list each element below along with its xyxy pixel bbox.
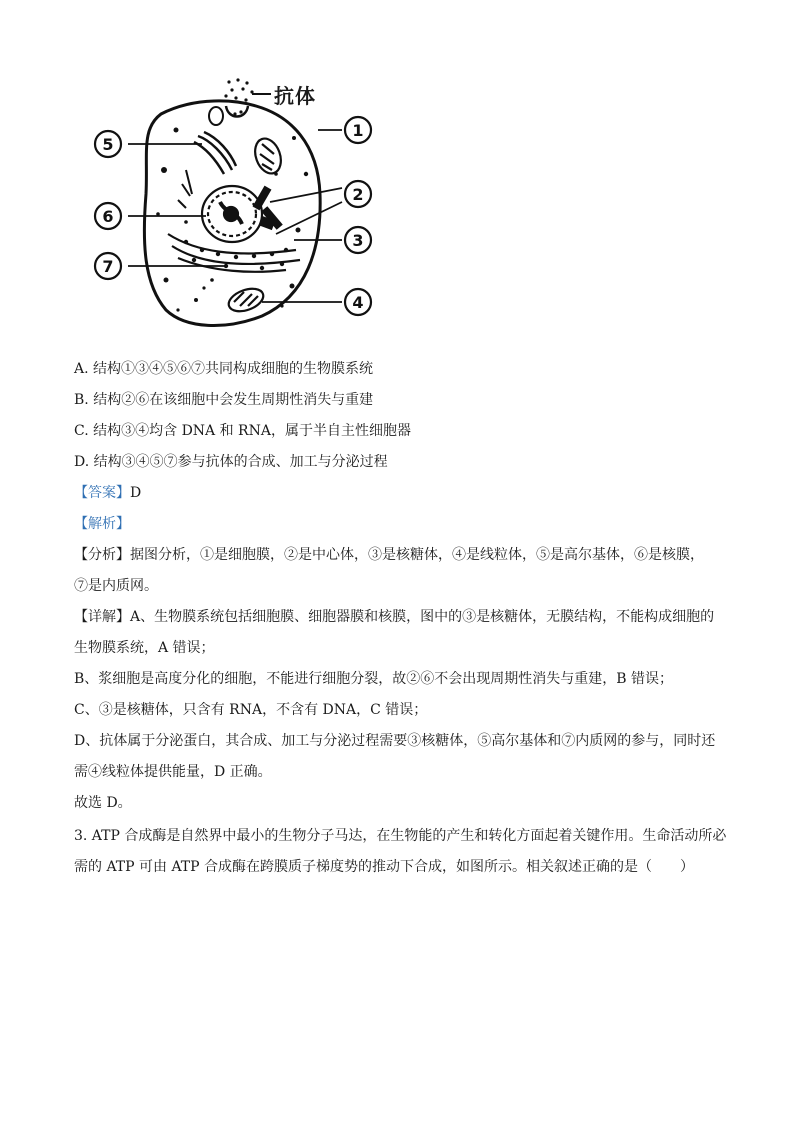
antibody-label: 抗体 [274,84,316,108]
nucleus [202,186,262,242]
xiangjie-line-2: 生物膜系统，A 错误； [74,640,215,656]
fenxi-line-2: ⑦是内质网。 [74,578,158,594]
xiangjie-line-4: C、③是核糖体，只含有 RNA，不含有 DNA，C 错误； [74,702,428,718]
svg-text:4: 4 [352,293,364,312]
svg-text:5: 5 [102,135,114,154]
centrosome [253,186,283,230]
svg-text:3: 3 [352,231,364,250]
xiangjie-line-7: 故选 D。 [74,795,132,811]
cell-diagram-svg [86,74,386,334]
golgi-apparatus [194,132,236,174]
xiangjie-line-5: D、抗体属于分泌蛋白，其合成、加工与分泌过程需要③核糖体，⑤高尔基体和⑦内质网的参与，同时还 [74,733,716,749]
fenxi-line-1 [74,545,704,565]
answer-value: D [130,485,142,501]
fenxi-text: 据图分析，①是细胞膜，②是中心体，③是核糖体，④是线粒体，⑤是高尔基体，⑥是核膜， [130,547,704,563]
xiangjie-tag: 【详解】 [74,609,130,625]
option-c: C. 结构③④均含 DNA 和 RNA，属于半自主性细胞器 [74,423,411,439]
xiangjie-line-1 [74,607,714,627]
antibody-dots [224,78,253,115]
svg-text:1: 1 [352,121,364,140]
xiangjie-text: A、生物膜系统包括细胞膜、细胞器膜和核膜，图中的③是核糖体，无膜结构，不能构成细胞的 [130,609,715,625]
svg-text:6: 6 [102,207,114,226]
question3-line-2: 需的 ATP 可由 ATP 合成酶在跨膜质子梯度势的推动下合成，如图所示。相关叙述正确的是（ ） [74,859,695,875]
xiangjie-line-3: B、浆细胞是高度分化的细胞，不能进行细胞分裂，故②⑥不会出现周期性消失与重建，B 错误； [74,671,674,687]
analysis-tag: 【解析】 [74,516,130,532]
option-b: B. 结构②⑥在该细胞中会发生周期性消失与重建 [74,392,374,408]
cell-diagram [86,74,386,334]
svg-text:7: 7 [102,257,114,276]
option-a: A. 结构①③④⑤⑥⑦共同构成细胞的生物膜系统 [74,361,374,377]
answer-line [74,483,141,503]
option-d: D. 结构③④⑤⑦参与抗体的合成、加工与分泌过程 [74,454,388,470]
fenxi-tag: 【分析】 [74,547,130,563]
mitochondrion-upper [251,135,286,177]
svg-text:2: 2 [352,185,364,204]
mitochondrion-lower [226,284,267,315]
answer-tag: 【答案】 [74,485,130,501]
xiangjie-line-6: 需④线粒体提供能量，D 正确。 [74,764,272,780]
question3-line-1: 3. ATP 合成酶是自然界中最小的生物分子马达，在生物能的产生和转化方面起着关键作用。生命活动所必 [74,828,727,844]
